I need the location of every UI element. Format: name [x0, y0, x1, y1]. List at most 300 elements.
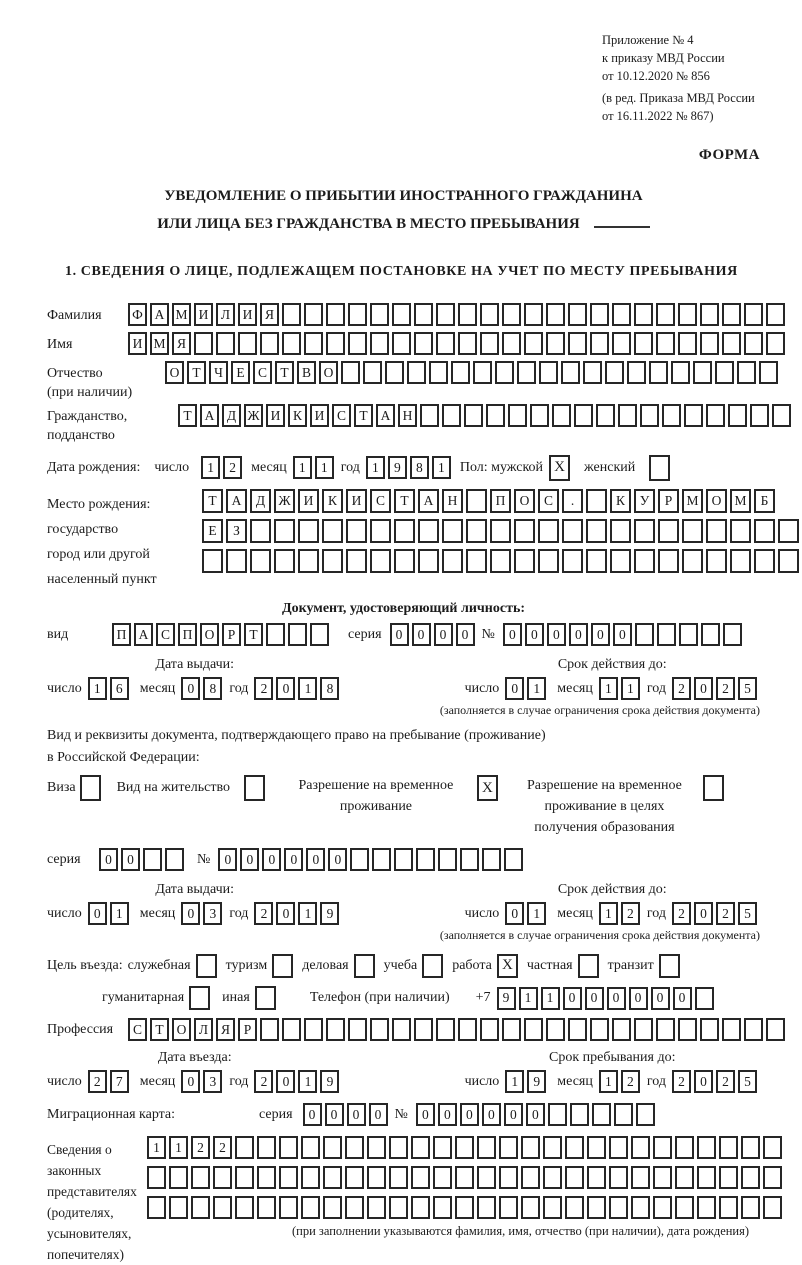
patronymic-cell[interactable]	[715, 361, 734, 384]
representative-cell[interactable]	[345, 1196, 364, 1219]
patronymic-cell[interactable]	[627, 361, 646, 384]
firstname-cell[interactable]	[326, 332, 345, 355]
stay-year-cell[interactable]: 2	[716, 1070, 735, 1093]
migration-number-cell[interactable]	[636, 1103, 655, 1126]
residence-number-cell[interactable]	[350, 848, 369, 871]
birth-place-cell[interactable]	[418, 519, 439, 543]
birth-place-cell[interactable]: .	[562, 489, 583, 513]
sex-female-checkbox[interactable]	[649, 455, 670, 481]
entry-month-cell[interactable]: 3	[203, 1070, 222, 1093]
birth-place-cell[interactable]	[538, 519, 559, 543]
expiry-year-cell[interactable]: 5	[738, 902, 757, 925]
firstname-cell[interactable]: М	[150, 332, 169, 355]
firstname-cell[interactable]	[194, 332, 213, 355]
firstname-cell[interactable]	[568, 332, 587, 355]
representative-cell[interactable]	[323, 1166, 342, 1189]
firstname-cell[interactable]	[458, 332, 477, 355]
representative-cell[interactable]	[631, 1166, 650, 1189]
citizenship-cell[interactable]	[552, 404, 571, 427]
representative-cell[interactable]	[411, 1196, 430, 1219]
representative-cell[interactable]	[675, 1166, 694, 1189]
doc-kind-cell[interactable]: П	[178, 623, 197, 646]
birth-place-cell[interactable]	[298, 519, 319, 543]
profession-cell[interactable]	[304, 1018, 323, 1041]
phone-cell[interactable]: 0	[607, 987, 626, 1010]
citizenship-cell[interactable]	[442, 404, 461, 427]
expiry-day-cell[interactable]: 1	[527, 677, 546, 700]
entry-year-cell[interactable]: 9	[320, 1070, 339, 1093]
profession-cell[interactable]: С	[128, 1018, 147, 1041]
surname-cell[interactable]: Л	[216, 303, 235, 326]
profession-cell[interactable]: Л	[194, 1018, 213, 1041]
profession-cell[interactable]	[502, 1018, 521, 1041]
phone-cell[interactable]: 1	[519, 987, 538, 1010]
patronymic-cell[interactable]	[473, 361, 492, 384]
patronymic-cell[interactable]	[517, 361, 536, 384]
surname-cell[interactable]	[304, 303, 323, 326]
representative-cell[interactable]	[499, 1196, 518, 1219]
birth-day-cell[interactable]: 2	[223, 456, 242, 479]
birth-year-cell[interactable]: 8	[410, 456, 429, 479]
citizenship-cell[interactable]: Н	[398, 404, 417, 427]
citizenship-cell[interactable]	[574, 404, 593, 427]
entry-day-cell[interactable]: 7	[110, 1070, 129, 1093]
doc-number-cell[interactable]: 0	[525, 623, 544, 646]
representative-cell[interactable]	[587, 1196, 606, 1219]
citizenship-cell[interactable]: К	[288, 404, 307, 427]
birth-place-cell[interactable]	[730, 549, 751, 573]
representative-cell[interactable]	[301, 1196, 320, 1219]
doc-number-cell[interactable]	[657, 623, 676, 646]
residence-number-cell[interactable]: 0	[218, 848, 237, 871]
profession-cell[interactable]	[634, 1018, 653, 1041]
profession-cell[interactable]	[678, 1018, 697, 1041]
issue-year-cell[interactable]: 9	[320, 902, 339, 925]
patronymic-cell[interactable]	[561, 361, 580, 384]
migration-number-cell[interactable]: 0	[504, 1103, 523, 1126]
migration-number-cell[interactable]: 0	[526, 1103, 545, 1126]
phone-cell[interactable]: 0	[585, 987, 604, 1010]
birth-place-cell[interactable]	[562, 519, 583, 543]
citizenship-cell[interactable]	[706, 404, 725, 427]
representative-cell[interactable]	[763, 1196, 782, 1219]
birth-place-cell[interactable]	[682, 549, 703, 573]
citizenship-cell[interactable]	[530, 404, 549, 427]
residence-permit-checkbox[interactable]	[244, 775, 265, 801]
firstname-cell[interactable]	[414, 332, 433, 355]
residence-number-cell[interactable]	[460, 848, 479, 871]
representative-cell[interactable]	[279, 1166, 298, 1189]
birth-place-cell[interactable]: Т	[202, 489, 223, 513]
citizenship-cell[interactable]: Т	[178, 404, 197, 427]
birth-place-cell[interactable]	[634, 519, 655, 543]
birth-place-cell[interactable]	[322, 549, 343, 573]
birth-place-cell[interactable]	[322, 519, 343, 543]
surname-cell[interactable]: М	[172, 303, 191, 326]
profession-cell[interactable]	[326, 1018, 345, 1041]
surname-cell[interactable]	[524, 303, 543, 326]
issue-month-cell[interactable]: 8	[203, 677, 222, 700]
citizenship-cell[interactable]: А	[200, 404, 219, 427]
profession-cell[interactable]: О	[172, 1018, 191, 1041]
patronymic-cell[interactable]	[583, 361, 602, 384]
profession-cell[interactable]	[612, 1018, 631, 1041]
birth-place-cell[interactable]: З	[226, 519, 247, 543]
citizenship-cell[interactable]	[464, 404, 483, 427]
representative-cell[interactable]	[697, 1166, 716, 1189]
citizenship-cell[interactable]: С	[332, 404, 351, 427]
doc-kind-cell[interactable]	[266, 623, 285, 646]
expiry-year-cell[interactable]: 0	[694, 677, 713, 700]
surname-cell[interactable]	[568, 303, 587, 326]
patronymic-cell[interactable]	[385, 361, 404, 384]
birth-month-cell[interactable]: 1	[293, 456, 312, 479]
representative-cell[interactable]	[543, 1166, 562, 1189]
issue-year-cell[interactable]: 1	[298, 677, 317, 700]
entry-day-cell[interactable]: 2	[88, 1070, 107, 1093]
representative-cell[interactable]	[697, 1196, 716, 1219]
representative-cell[interactable]	[191, 1196, 210, 1219]
birth-place-cell[interactable]	[586, 549, 607, 573]
representative-cell[interactable]	[191, 1166, 210, 1189]
patronymic-cell[interactable]	[693, 361, 712, 384]
firstname-cell[interactable]	[524, 332, 543, 355]
representative-cell[interactable]	[455, 1136, 474, 1159]
representative-cell[interactable]	[521, 1166, 540, 1189]
doc-kind-cell[interactable]: А	[134, 623, 153, 646]
birth-place-cell[interactable]	[466, 519, 487, 543]
doc-number-cell[interactable]: 0	[591, 623, 610, 646]
doc-kind-cell[interactable]: П	[112, 623, 131, 646]
temp-permit-checkbox[interactable]: X	[477, 775, 498, 801]
patronymic-cell[interactable]: Т	[275, 361, 294, 384]
citizenship-cell[interactable]: Т	[354, 404, 373, 427]
representative-cell[interactable]	[433, 1136, 452, 1159]
representative-cell[interactable]	[631, 1136, 650, 1159]
doc-number-cell[interactable]	[635, 623, 654, 646]
expiry-day-cell[interactable]: 1	[527, 902, 546, 925]
patronymic-cell[interactable]	[363, 361, 382, 384]
birth-place-cell[interactable]: А	[418, 489, 439, 513]
entry-year-cell[interactable]: 0	[276, 1070, 295, 1093]
representative-cell[interactable]	[587, 1136, 606, 1159]
birth-place-cell[interactable]	[634, 549, 655, 573]
issue-year-cell[interactable]: 0	[276, 902, 295, 925]
entry-year-cell[interactable]: 2	[254, 1070, 273, 1093]
expiry-year-cell[interactable]: 2	[716, 677, 735, 700]
birth-place-cell[interactable]	[490, 549, 511, 573]
representative-cell[interactable]	[323, 1196, 342, 1219]
residence-number-cell[interactable]	[372, 848, 391, 871]
birth-place-cell[interactable]	[610, 549, 631, 573]
birth-place-cell[interactable]	[514, 519, 535, 543]
birth-place-cell[interactable]	[562, 549, 583, 573]
residence-number-cell[interactable]: 0	[306, 848, 325, 871]
stay-month-cell[interactable]: 2	[621, 1070, 640, 1093]
stay-day-cell[interactable]: 9	[527, 1070, 546, 1093]
birth-place-cell[interactable]	[418, 549, 439, 573]
profession-cell[interactable]	[414, 1018, 433, 1041]
migration-number-cell[interactable]: 0	[482, 1103, 501, 1126]
profession-cell[interactable]	[282, 1018, 301, 1041]
profession-cell[interactable]	[370, 1018, 389, 1041]
citizenship-cell[interactable]	[486, 404, 505, 427]
residence-series-cell[interactable]: 0	[99, 848, 118, 871]
firstname-cell[interactable]	[282, 332, 301, 355]
birth-place-cell[interactable]	[610, 519, 631, 543]
birth-place-cell[interactable]	[754, 549, 775, 573]
patronymic-cell[interactable]	[649, 361, 668, 384]
issue-month-cell[interactable]: 0	[181, 902, 200, 925]
citizenship-cell[interactable]	[618, 404, 637, 427]
representative-cell[interactable]	[719, 1136, 738, 1159]
profession-cell[interactable]	[656, 1018, 675, 1041]
issue-day-cell[interactable]: 6	[110, 677, 129, 700]
phone-cell[interactable]: 1	[541, 987, 560, 1010]
surname-cell[interactable]	[480, 303, 499, 326]
representative-cell[interactable]	[235, 1196, 254, 1219]
birth-place-cell[interactable]	[442, 519, 463, 543]
phone-cell[interactable]: 0	[563, 987, 582, 1010]
entry-year-cell[interactable]: 1	[298, 1070, 317, 1093]
migration-number-cell[interactable]	[592, 1103, 611, 1126]
citizenship-cell[interactable]: Д	[222, 404, 241, 427]
profession-cell[interactable]: Я	[216, 1018, 235, 1041]
patronymic-cell[interactable]: В	[297, 361, 316, 384]
profession-cell[interactable]	[436, 1018, 455, 1041]
representative-cell[interactable]	[499, 1166, 518, 1189]
issue-day-cell[interactable]: 1	[88, 677, 107, 700]
representative-cell[interactable]	[367, 1166, 386, 1189]
firstname-cell[interactable]	[766, 332, 785, 355]
expiry-day-cell[interactable]: 0	[505, 677, 524, 700]
representative-cell[interactable]	[169, 1196, 188, 1219]
firstname-cell[interactable]	[722, 332, 741, 355]
representative-cell[interactable]	[499, 1136, 518, 1159]
surname-cell[interactable]	[766, 303, 785, 326]
migration-number-cell[interactable]	[548, 1103, 567, 1126]
patronymic-cell[interactable]	[341, 361, 360, 384]
stay-day-cell[interactable]: 1	[505, 1070, 524, 1093]
doc-series-cell[interactable]: 0	[456, 623, 475, 646]
firstname-cell[interactable]	[656, 332, 675, 355]
birth-year-cell[interactable]: 1	[366, 456, 385, 479]
migration-series-cell[interactable]: 0	[347, 1103, 366, 1126]
representative-cell[interactable]	[301, 1166, 320, 1189]
residence-number-cell[interactable]	[482, 848, 501, 871]
citizenship-cell[interactable]: И	[266, 404, 285, 427]
firstname-cell[interactable]	[392, 332, 411, 355]
representative-cell[interactable]	[697, 1136, 716, 1159]
migration-number-cell[interactable]: 0	[460, 1103, 479, 1126]
doc-kind-cell[interactable]: С	[156, 623, 175, 646]
migration-series-cell[interactable]: 0	[325, 1103, 344, 1126]
doc-number-cell[interactable]: 0	[503, 623, 522, 646]
surname-cell[interactable]: Ф	[128, 303, 147, 326]
phone-cell[interactable]	[695, 987, 714, 1010]
surname-cell[interactable]	[634, 303, 653, 326]
profession-cell[interactable]	[744, 1018, 763, 1041]
migration-number-cell[interactable]: 0	[438, 1103, 457, 1126]
representative-cell[interactable]	[675, 1136, 694, 1159]
representative-cell[interactable]	[653, 1166, 672, 1189]
issue-year-cell[interactable]: 0	[276, 677, 295, 700]
profession-cell[interactable]	[590, 1018, 609, 1041]
firstname-cell[interactable]: И	[128, 332, 147, 355]
birth-place-cell[interactable]	[730, 519, 751, 543]
phone-cell[interactable]: 0	[651, 987, 670, 1010]
firstname-cell[interactable]	[744, 332, 763, 355]
surname-cell[interactable]	[546, 303, 565, 326]
migration-number-cell[interactable]: 0	[416, 1103, 435, 1126]
patronymic-cell[interactable]: О	[165, 361, 184, 384]
representative-cell[interactable]	[609, 1166, 628, 1189]
representative-cell[interactable]	[279, 1196, 298, 1219]
sex-male-checkbox[interactable]: X	[549, 455, 570, 481]
birth-place-cell[interactable]: С	[370, 489, 391, 513]
surname-cell[interactable]	[590, 303, 609, 326]
birth-place-cell[interactable]	[226, 549, 247, 573]
birth-place-cell[interactable]	[442, 549, 463, 573]
birth-place-cell[interactable]: О	[514, 489, 535, 513]
representative-cell[interactable]	[719, 1196, 738, 1219]
representative-cell[interactable]	[213, 1196, 232, 1219]
birth-place-cell[interactable]	[346, 519, 367, 543]
citizenship-cell[interactable]	[640, 404, 659, 427]
birth-place-cell[interactable]	[370, 549, 391, 573]
birth-month-cell[interactable]: 1	[315, 456, 334, 479]
birth-place-cell[interactable]	[538, 549, 559, 573]
doc-number-cell[interactable]: 0	[613, 623, 632, 646]
representative-cell[interactable]	[257, 1196, 276, 1219]
birth-place-cell[interactable]	[370, 519, 391, 543]
purpose-transit-checkbox[interactable]	[659, 954, 680, 978]
patronymic-cell[interactable]: Ч	[209, 361, 228, 384]
migration-series-cell[interactable]: 0	[303, 1103, 322, 1126]
birth-place-cell[interactable]	[706, 549, 727, 573]
stay-year-cell[interactable]: 5	[738, 1070, 757, 1093]
surname-cell[interactable]	[414, 303, 433, 326]
representative-cell[interactable]	[257, 1136, 276, 1159]
surname-cell[interactable]	[612, 303, 631, 326]
profession-cell[interactable]	[458, 1018, 477, 1041]
birth-place-cell[interactable]	[586, 519, 607, 543]
birth-place-cell[interactable]	[274, 519, 295, 543]
patronymic-cell[interactable]: О	[319, 361, 338, 384]
migration-number-cell[interactable]	[570, 1103, 589, 1126]
surname-cell[interactable]	[436, 303, 455, 326]
residence-number-cell[interactable]: 0	[284, 848, 303, 871]
firstname-cell[interactable]	[480, 332, 499, 355]
representative-cell[interactable]	[235, 1136, 254, 1159]
doc-number-cell[interactable]	[701, 623, 720, 646]
residence-series-cell[interactable]: 0	[121, 848, 140, 871]
representative-cell[interactable]	[741, 1196, 760, 1219]
firstname-cell[interactable]: Я	[172, 332, 191, 355]
birth-place-cell[interactable]: Д	[250, 489, 271, 513]
birth-place-cell[interactable]	[250, 549, 271, 573]
birth-place-cell[interactable]: К	[322, 489, 343, 513]
birth-place-cell[interactable]: И	[346, 489, 367, 513]
representative-cell[interactable]	[433, 1196, 452, 1219]
issue-year-cell[interactable]: 2	[254, 677, 273, 700]
purpose-humanitarian-checkbox[interactable]	[189, 986, 210, 1010]
expiry-month-cell[interactable]: 2	[621, 902, 640, 925]
representative-cell[interactable]: 1	[169, 1136, 188, 1159]
representative-cell[interactable]	[565, 1166, 584, 1189]
representative-cell[interactable]	[367, 1196, 386, 1219]
representative-cell[interactable]	[741, 1166, 760, 1189]
birth-year-cell[interactable]: 9	[388, 456, 407, 479]
representative-cell[interactable]	[389, 1166, 408, 1189]
visa-checkbox[interactable]	[80, 775, 101, 801]
representative-cell[interactable]	[719, 1166, 738, 1189]
firstname-cell[interactable]	[634, 332, 653, 355]
birth-place-cell[interactable]	[298, 549, 319, 573]
expiry-day-cell[interactable]: 0	[505, 902, 524, 925]
profession-cell[interactable]	[722, 1018, 741, 1041]
profession-cell[interactable]	[766, 1018, 785, 1041]
doc-kind-cell[interactable]: О	[200, 623, 219, 646]
birth-place-cell[interactable]: Е	[202, 519, 223, 543]
citizenship-cell[interactable]	[662, 404, 681, 427]
surname-cell[interactable]: Я	[260, 303, 279, 326]
residence-number-cell[interactable]	[438, 848, 457, 871]
firstname-cell[interactable]	[678, 332, 697, 355]
surname-cell[interactable]	[656, 303, 675, 326]
representative-cell[interactable]	[213, 1166, 232, 1189]
issue-day-cell[interactable]: 1	[110, 902, 129, 925]
birth-place-cell[interactable]	[466, 549, 487, 573]
doc-kind-cell[interactable]	[288, 623, 307, 646]
citizenship-cell[interactable]: Ж	[244, 404, 263, 427]
representative-cell[interactable]	[411, 1166, 430, 1189]
citizenship-cell[interactable]	[750, 404, 769, 427]
birth-day-cell[interactable]: 1	[201, 456, 220, 479]
surname-cell[interactable]	[502, 303, 521, 326]
representative-cell[interactable]	[301, 1136, 320, 1159]
purpose-tourism-checkbox[interactable]	[272, 954, 293, 978]
birth-place-cell[interactable]	[754, 519, 775, 543]
representative-cell[interactable]	[675, 1196, 694, 1219]
birth-place-cell[interactable]	[346, 549, 367, 573]
firstname-cell[interactable]	[546, 332, 565, 355]
surname-cell[interactable]	[678, 303, 697, 326]
representative-cell[interactable]	[323, 1136, 342, 1159]
representative-cell[interactable]	[521, 1136, 540, 1159]
profession-cell[interactable]	[392, 1018, 411, 1041]
representative-cell[interactable]	[631, 1196, 650, 1219]
patronymic-cell[interactable]	[671, 361, 690, 384]
birth-place-cell[interactable]: М	[730, 489, 751, 513]
representative-cell[interactable]	[653, 1136, 672, 1159]
surname-cell[interactable]	[282, 303, 301, 326]
patronymic-cell[interactable]	[605, 361, 624, 384]
phone-cell[interactable]: 0	[629, 987, 648, 1010]
representative-cell[interactable]	[543, 1136, 562, 1159]
residence-number-cell[interactable]: 0	[328, 848, 347, 871]
birth-place-cell[interactable]	[466, 489, 487, 513]
firstname-cell[interactable]	[348, 332, 367, 355]
migration-number-cell[interactable]	[614, 1103, 633, 1126]
birth-place-cell[interactable]	[778, 549, 799, 573]
firstname-cell[interactable]	[216, 332, 235, 355]
purpose-other-checkbox[interactable]	[255, 986, 276, 1010]
residence-series-cell[interactable]	[165, 848, 184, 871]
birth-place-cell[interactable]: П	[490, 489, 511, 513]
surname-cell[interactable]	[326, 303, 345, 326]
representative-cell[interactable]	[565, 1196, 584, 1219]
